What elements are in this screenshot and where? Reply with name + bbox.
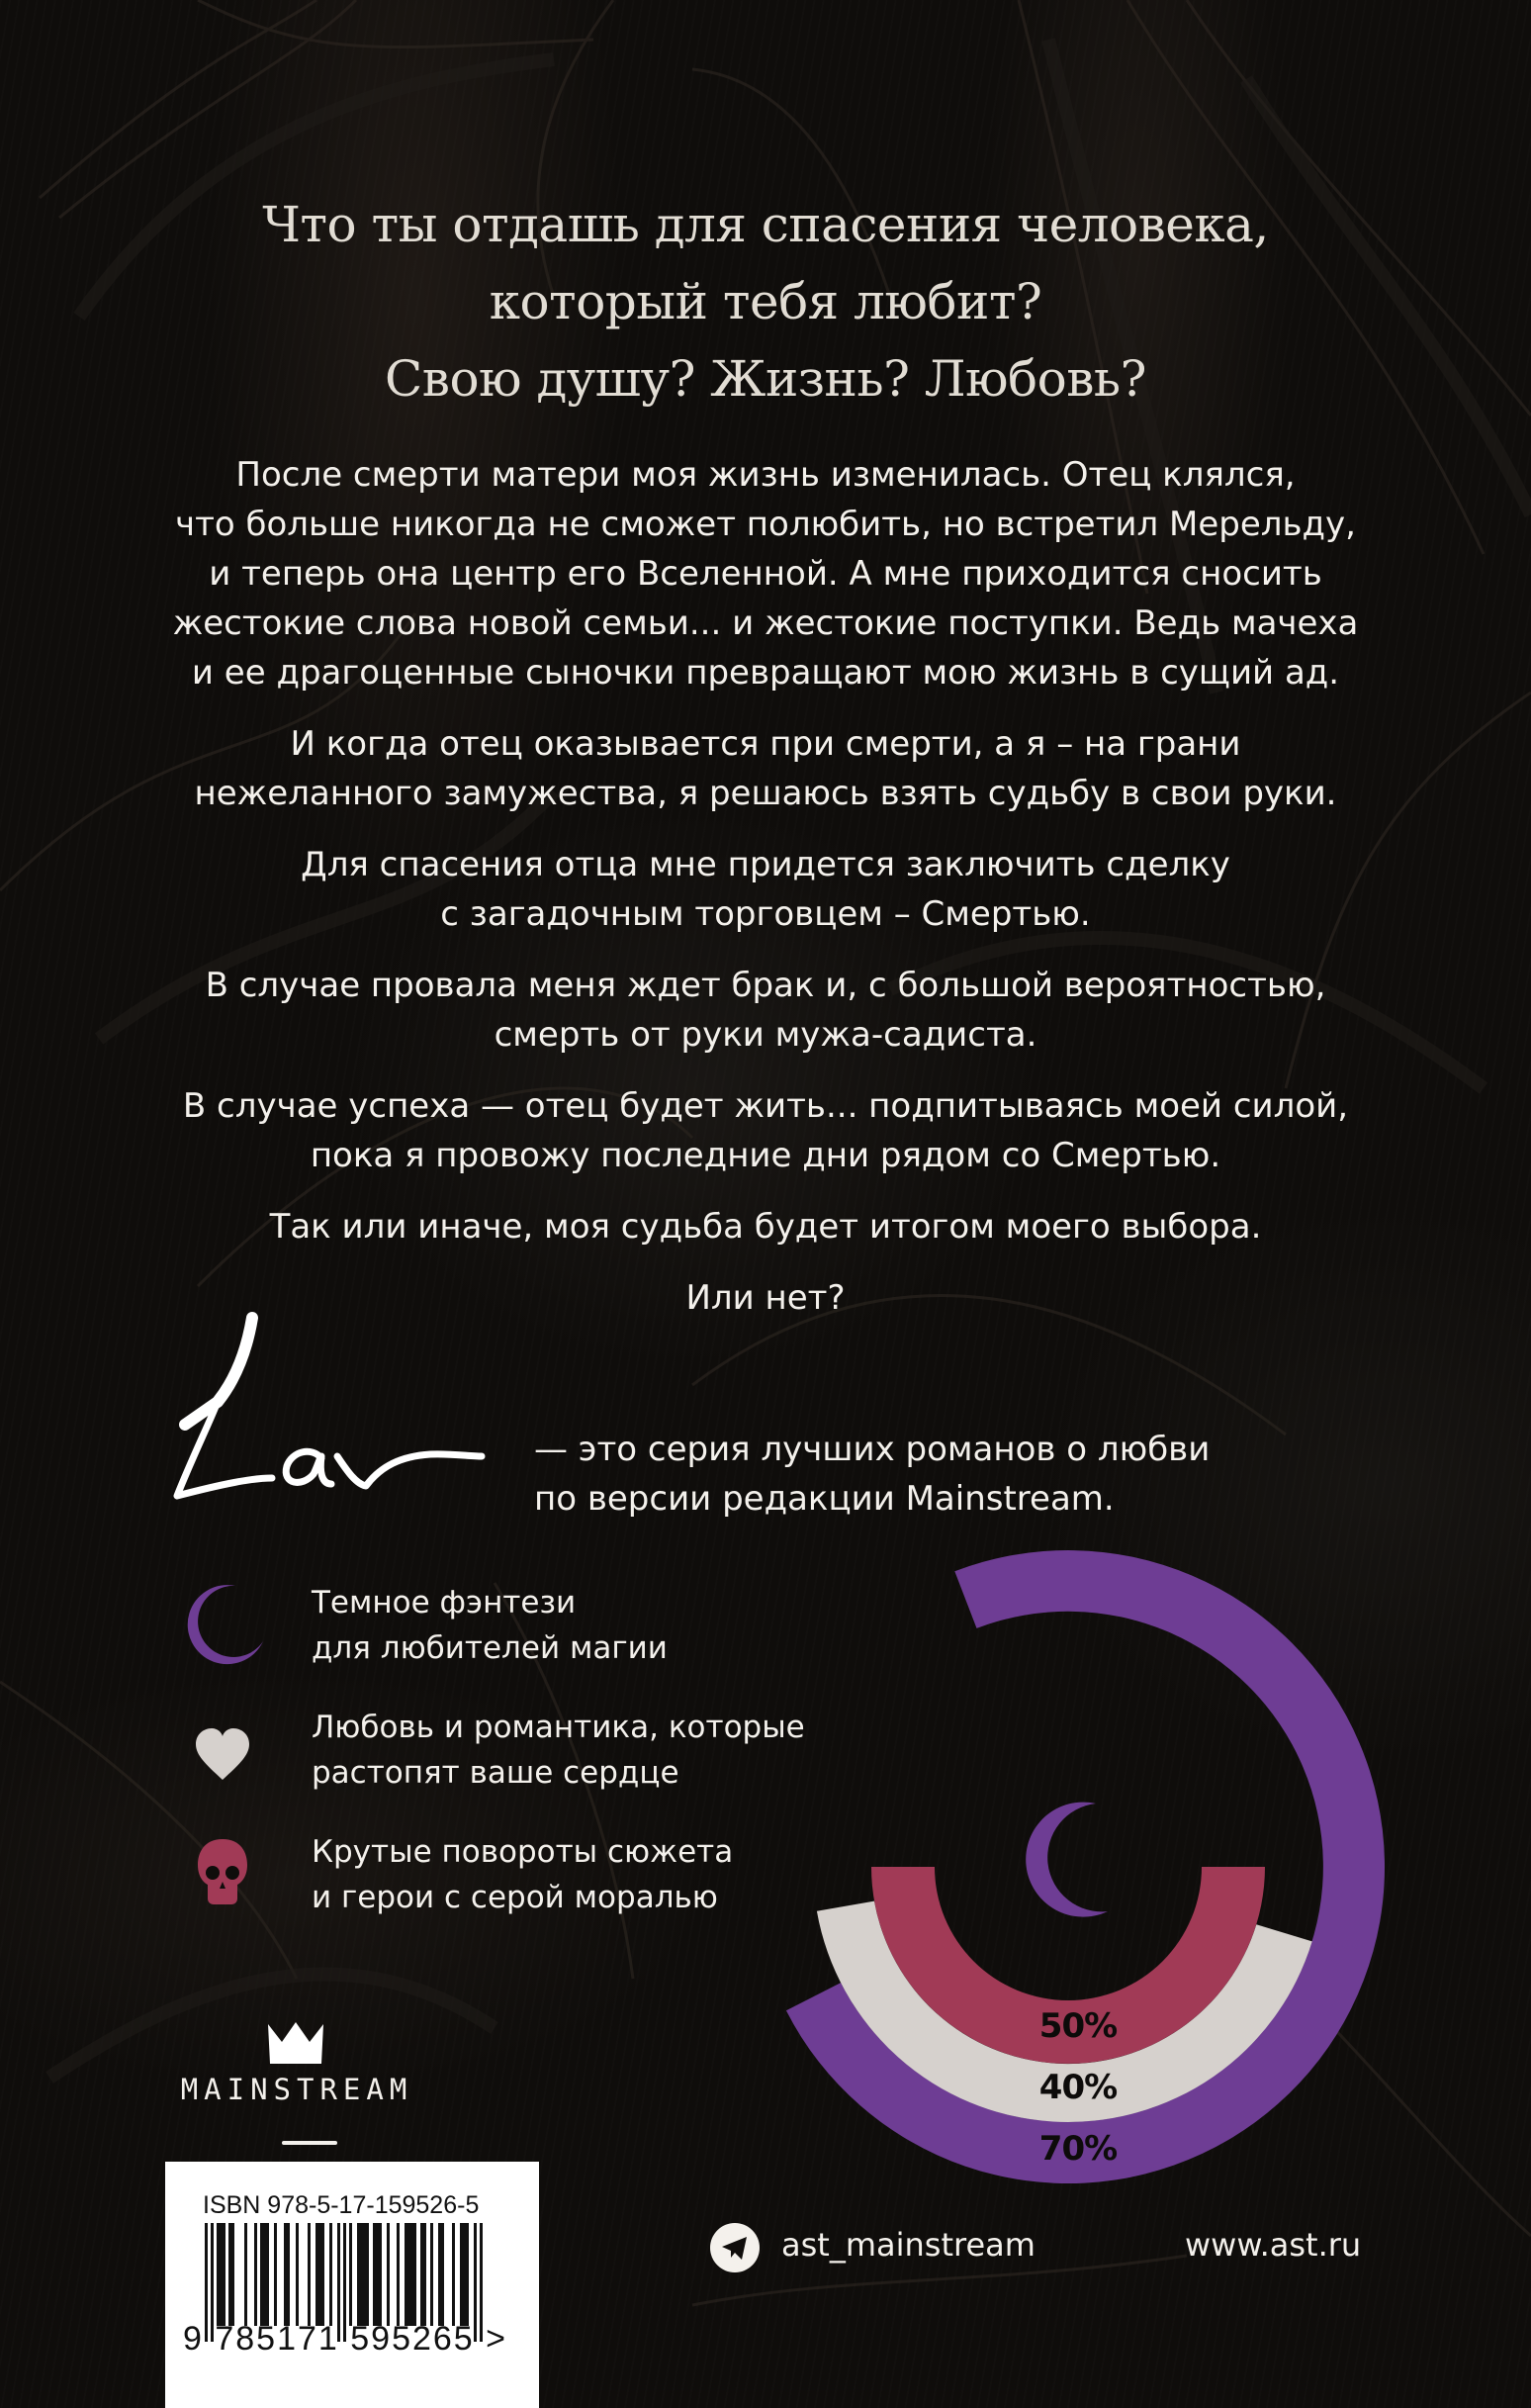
series-description — [534, 1425, 1226, 1524]
synopsis-line: И когда отец оказывается при смерти, а я – на грани — [290, 724, 1241, 764]
radial-percentage-chart — [732, 1524, 1424, 2216]
publisher-underline — [282, 2141, 337, 2145]
synopsis — [138, 450, 1393, 1344]
synopsis-line: жестокие слова новой семьи... и жестокие поступки. Ведь мачеха — [172, 603, 1359, 643]
feature-text-line: и герои с серой моралью — [312, 1880, 718, 1915]
headline — [0, 186, 1531, 417]
feature-text-line: для любителей магии — [312, 1630, 668, 1666]
crescent-moon-icon — [178, 1582, 267, 1667]
synopsis-paragraph — [138, 1081, 1393, 1180]
headline-line: Что ты отдашь для спасения человека, — [262, 196, 1269, 253]
synopsis-line: Так или иначе, моя судьба будет итогом моего выбора. — [269, 1207, 1262, 1247]
crown-icon — [266, 2020, 325, 2066]
synopsis-line: что больше никогда не сможет полюбить, но встретил Мерельду, — [174, 505, 1356, 544]
isbn-label: ISBN 978-5-17-159526-5 — [203, 2191, 480, 2219]
synopsis-line: После смерти матери моя жизнь изменилась. Отец клялся, — [235, 455, 1296, 495]
publisher-logo — [163, 2003, 430, 2152]
percentage-label-70: 70% — [1038, 2129, 1118, 2169]
synopsis-line: пока я провожу последние дни рядом со Смертью. — [310, 1136, 1221, 1175]
synopsis-paragraph — [138, 961, 1393, 1060]
synopsis-line: В случае провала меня ждет брак и, с большой вероятностью, — [205, 966, 1326, 1005]
telegram-handle: ast_mainstream — [781, 2226, 1036, 2264]
feature-text-line: Крутые повороты сюжета — [312, 1834, 734, 1870]
publisher-name: MAINSTREAM — [180, 2073, 413, 2106]
percentage-label-50: 50% — [1038, 2006, 1118, 2046]
feature-text-line: растопят ваше сердце — [312, 1755, 679, 1791]
feature-text-line: Темное фэнтези — [312, 1585, 577, 1621]
feature-text — [312, 1580, 668, 1671]
synopsis-line: с загадочным торговцем – Смертью. — [440, 894, 1091, 934]
feature-text-line: Любовь и романтика, которые — [312, 1710, 805, 1745]
lav-series-logo — [163, 1308, 499, 1506]
synopsis-paragraph — [138, 719, 1393, 818]
synopsis-paragraph — [138, 840, 1393, 939]
synopsis-line: нежеланного замужества, я решаюсь взять судьбу в свои руки. — [194, 774, 1337, 813]
telegram-icon — [710, 2223, 760, 2272]
feature-text — [312, 1705, 805, 1796]
feature-text — [312, 1829, 733, 1920]
crescent-moon-icon — [1026, 1803, 1108, 1917]
synopsis-paragraph — [138, 450, 1393, 697]
barcode-digits: 9 785171 595265 > — [183, 2320, 508, 2358]
synopsis-line: и ее драгоценные сыночки превращают мою жизнь в сущий ад. — [191, 653, 1340, 693]
synopsis-paragraph — [138, 1202, 1393, 1251]
paper-plane-icon — [710, 2223, 760, 2272]
heart-icon — [178, 1707, 267, 1792]
series-description-line: по версии редакции Mainstream. — [534, 1479, 1115, 1519]
isbn-barcode — [165, 2162, 539, 2408]
synopsis-line: Или нет? — [685, 1278, 846, 1318]
skull-icon — [178, 1831, 267, 1916]
synopsis-line: В случае успеха — отец будет жить... подпитываясь моей силой, — [182, 1086, 1349, 1126]
headline-line: который тебя любит? — [489, 273, 1042, 330]
radial-rings — [732, 1524, 1424, 2216]
website-link[interactable]: www.ast.ru — [1185, 2226, 1362, 2264]
series-description-line: — это серия лучших романов о любви — [534, 1430, 1211, 1469]
percentage-label-40: 40% — [1038, 2068, 1118, 2107]
lav-script-icon — [163, 1308, 499, 1506]
synopsis-line: смерть от руки мужа-садиста. — [494, 1015, 1037, 1055]
synopsis-line: и теперь она центр его Вселенной. А мне приходится сносить — [209, 554, 1322, 594]
synopsis-line: Для спасения отца мне придется заключить сделку — [301, 845, 1230, 884]
headline-line: Свою душу? Жизнь? Любовь? — [385, 350, 1146, 408]
